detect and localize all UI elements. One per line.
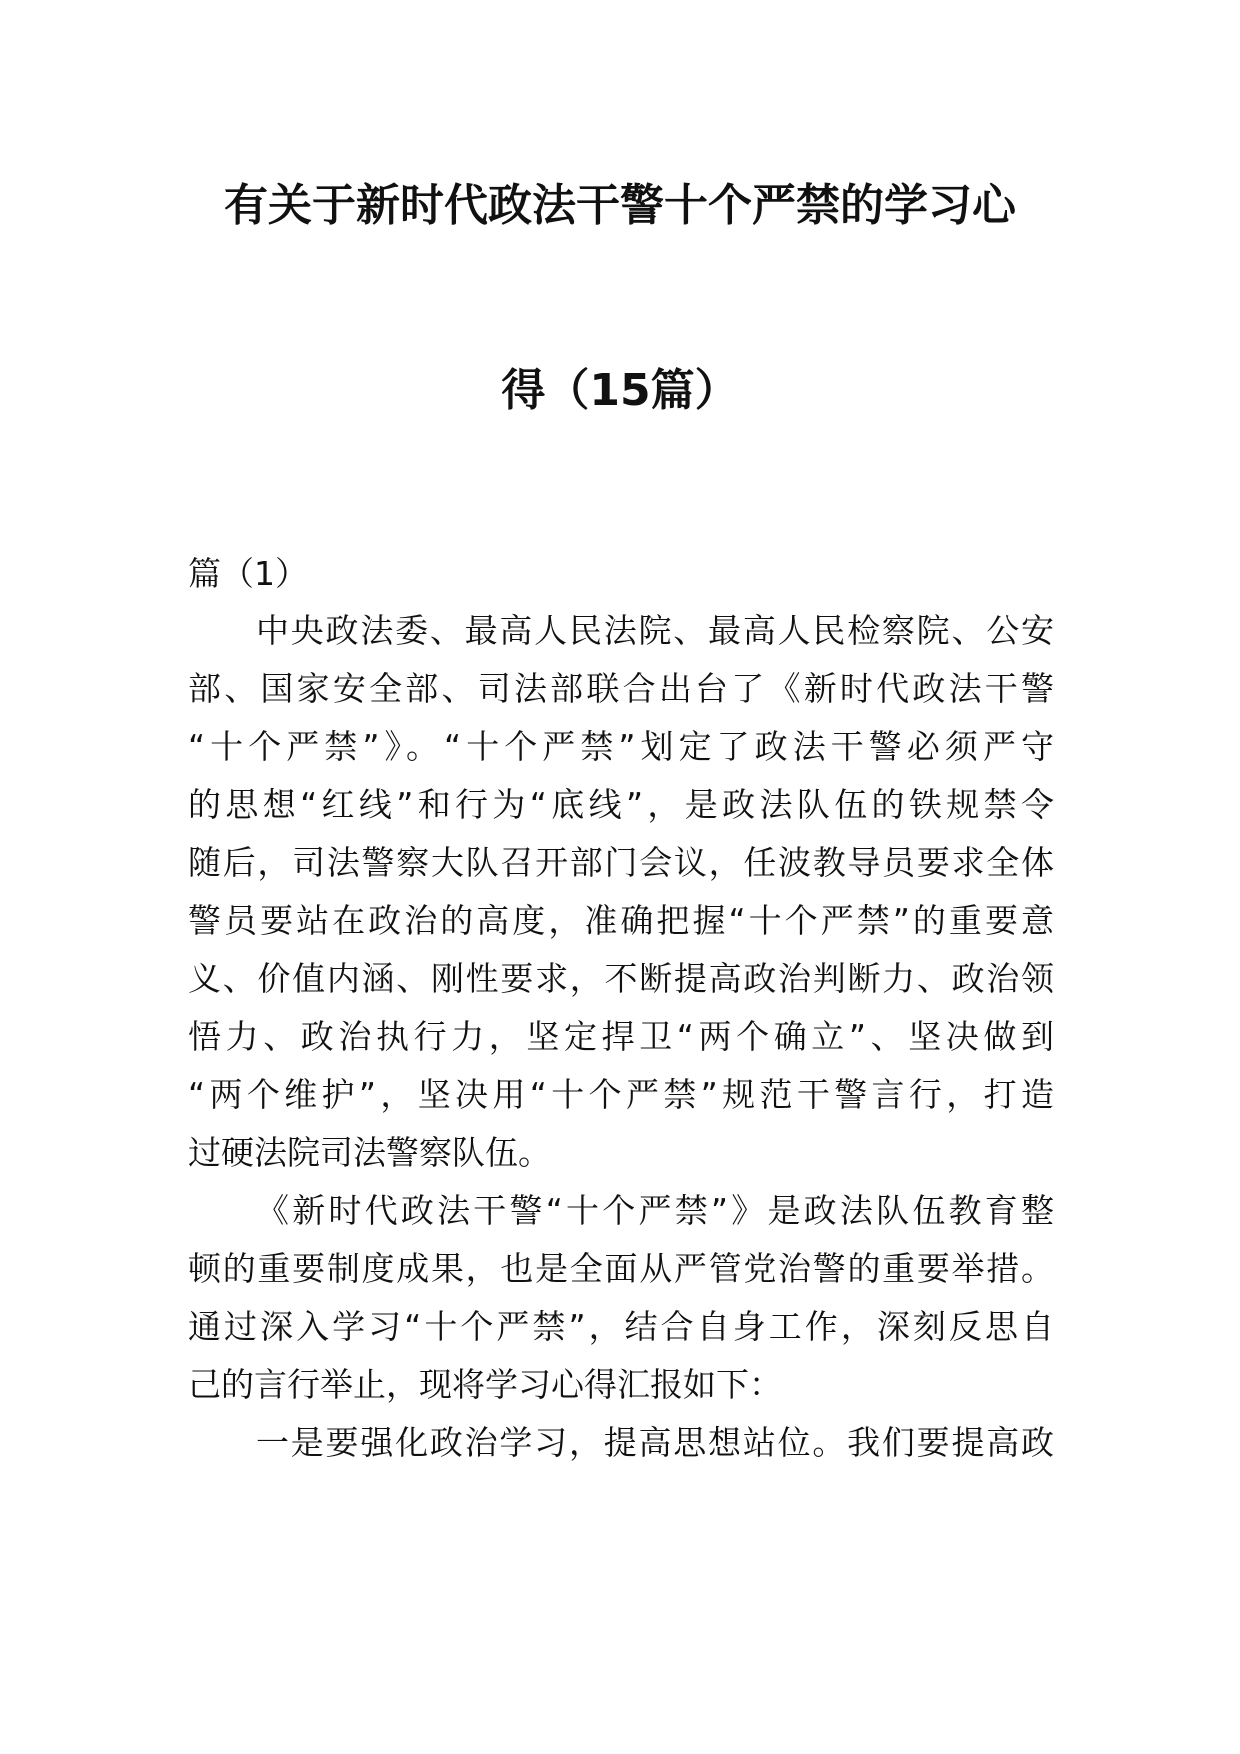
body-text-line: 顿的重要制度成果，也是全面从严管党治警的重要举措。 [188, 1249, 1054, 1288]
body-text-line: 随后，司法警察大队召开部门会议，任波教导员要求全体 [188, 843, 1054, 882]
document-title-line-1: 有关于新时代政法干警十个严禁的学习心 [224, 180, 1016, 231]
body-text-line: 的思想“红线”和行为“底线”，是政法队伍的铁规禁令 [188, 785, 1054, 824]
body-text-line: 义、价值内涵、刚性要求，不断提高政治判断力、政治领 [188, 959, 1054, 998]
body-text-line: 通过深入学习“十个严禁”，结合自身工作，深刻反思自 [188, 1307, 1054, 1346]
body-text-line: 过硬法院司法警察队伍。 [188, 1133, 551, 1172]
body-text-line: “十个严禁”》。“十个严禁”划定了政法干警必须严守 [188, 727, 1054, 766]
body-text-line: 部、国家安全部、司法部联合出台了《新时代政法干警 [188, 669, 1054, 708]
body-text-line: 《新时代政法干警“十个严禁”》是政法队伍教育整 [256, 1191, 1054, 1230]
body-text-line: 己的言行举止，现将学习心得汇报如下： [188, 1365, 782, 1404]
body-text-line: 一是要强化政治学习，提高思想站位。我们要提高政 [256, 1423, 1054, 1462]
section-heading: 篇（1） [188, 554, 308, 593]
body-text-line: 中央政法委、最高人民法院、最高人民检察院、公安 [256, 611, 1054, 650]
body-text-line: “两个维护”，坚决用“十个严禁”规范干警言行，打造 [188, 1075, 1054, 1114]
body-text-line: 警员要站在政治的高度，准确把握“十个严禁”的重要意 [188, 901, 1054, 940]
document-title-line-2: 得（15篇） [501, 365, 739, 416]
body-text-line: 悟力、政治执行力，坚定捍卫“两个确立”、坚决做到 [188, 1017, 1054, 1056]
